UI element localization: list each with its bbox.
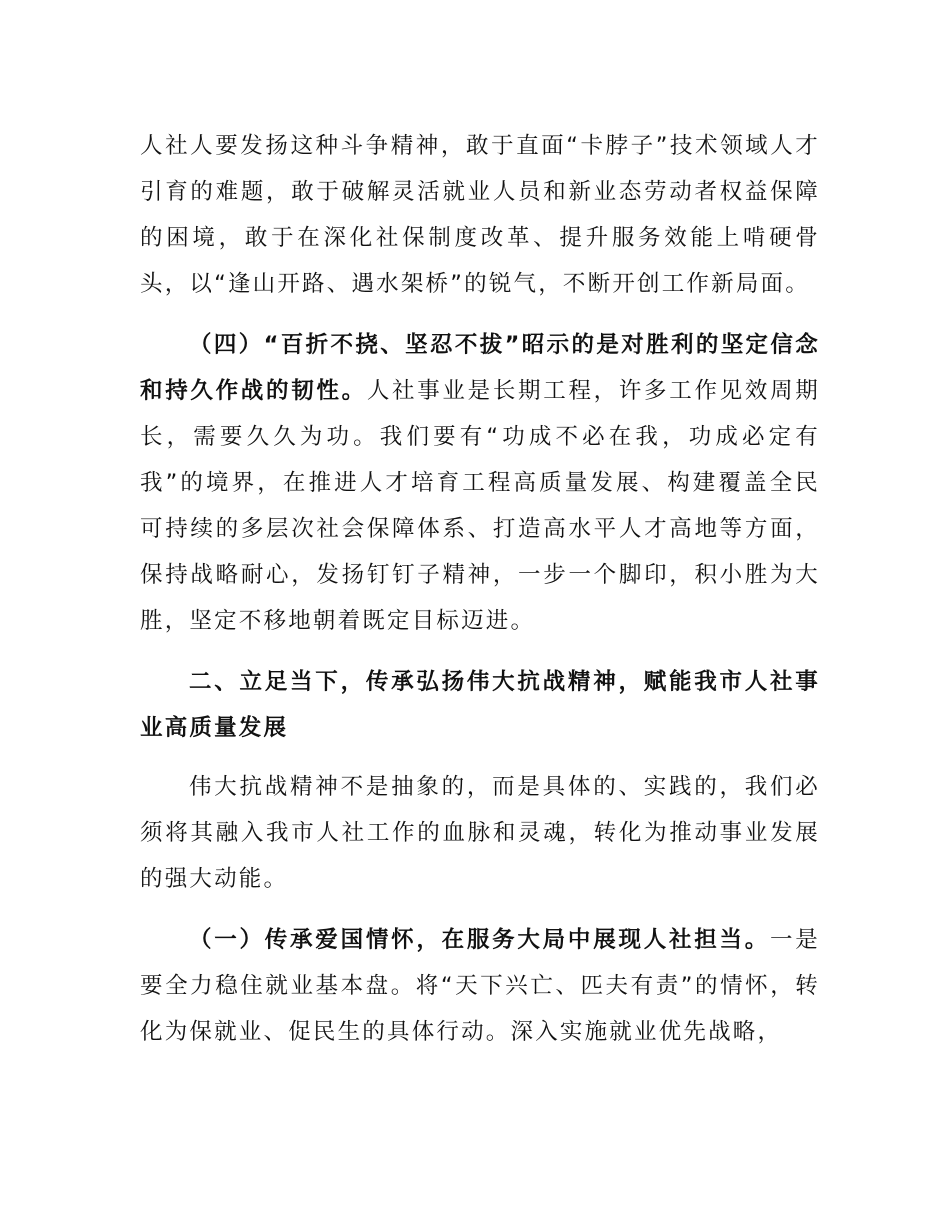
paragraph-perseverance <box>140 322 820 644</box>
paragraph-patriotism <box>140 917 820 1055</box>
paragraph-practice: 伟大抗战精神不是抽象的，而是具体的、实践的，我们必须将其融入我市人社工作的血脉和灵魂，转化为推动事业发展的强大动能。 <box>140 774 820 892</box>
section-heading-two: 二、立足当下，传承弘扬伟大抗战精神，赋能我市人社事业高质量发展 <box>140 669 820 741</box>
document-page <box>140 123 820 1055</box>
paragraph-struggle-spirit: 人社人要发扬这种斗争精神，敢于直面“卡脖子”技术领域人才引育的难题，敢于破解灵活就业人员和新业态劳动者权益保障的困境，敢于在深化社保制度改革、提升服务效能上啃硬骨头，以“逢山开路、遇水架桥”的锐气，不断开创工作新局面。 <box>140 133 820 297</box>
subheading-one: （一）传承爱国情怀，在服务大局中展现人社担当。 <box>189 927 771 953</box>
paragraph-patriotism-body: 一是要全力稳住就业基本盘。将“天下兴亡、匹夫有责”的情怀，转化为保就业、促民生的具体行动。深入实施就业优先战略， <box>140 927 820 1045</box>
paragraph-perseverance-body: 人社事业是长期工程，许多工作见效周期长，需要久久为功。我们要有“功成不必在我，功成必定有我”的境界，在推进人才培育工程高质量发展、构建覆盖全民可持续的多层次社会保障体系、打造高水平人才高地等方面，保持战略耐心，发扬钉钉子精神，一步一个脚印，积小胜为大胜，坚定不移地朝着既定目标迈进。 <box>140 378 820 634</box>
subheading-four: （四）“百折不挠、坚忍不拔”昭示的是对胜利的坚定信念和持久作战的韧性。 <box>140 332 820 404</box>
